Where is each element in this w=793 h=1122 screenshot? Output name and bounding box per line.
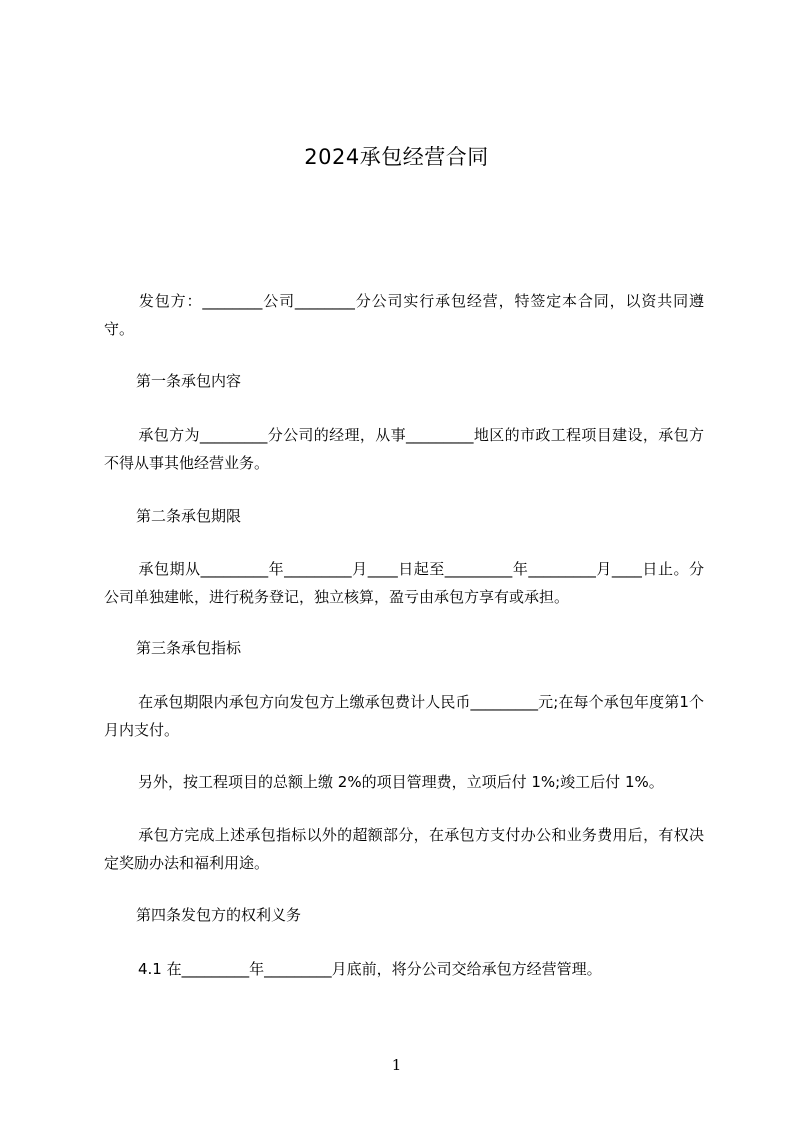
article-3-text-1: 在承包期限内承包方向发包方上缴承包费计人民币_________元;在每个承包年度第1个月内支付。 bbox=[104, 693, 704, 739]
article-2-body bbox=[104, 555, 704, 611]
article-1-heading: 第一条承包内容 bbox=[136, 372, 242, 390]
article-2-text: 承包期从_________年_________月____日起至_________年_________月____日止。分公司单独建帐，进行税务登记，独立核算，盈亏由承包方享有或承担。 bbox=[104, 560, 704, 606]
article-4-heading: 第四条发包方的权利义务 bbox=[136, 906, 302, 924]
article-4-item-1 bbox=[104, 955, 704, 983]
document-title: 2024承包经营合同 bbox=[304, 145, 489, 169]
article-4-item-1-text: 4.1 在_________年_________月底前，将分公司交给承包方经营管理。 bbox=[138, 960, 602, 978]
intro-paragraph bbox=[104, 287, 704, 343]
page-number: 1 bbox=[391, 1056, 402, 1074]
article-2-heading: 第二条承包期限 bbox=[136, 507, 242, 525]
article-1-body bbox=[104, 421, 704, 477]
article-3-text-3: 承包方完成上述承包指标以外的超额部分，在承包方支付办公和业务费用后，有权决定奖励办法和福利用途。 bbox=[104, 826, 704, 872]
article-1-text: 承包方为_________分公司的经理，从事_________地区的市政工程项目建设，承包方不得从事其他经营业务。 bbox=[104, 426, 704, 472]
intro-text: 发包方：________公司________分公司实行承包经营，特签定本合同，以资共同遵守。 bbox=[104, 292, 704, 338]
article-3-heading: 第三条承包指标 bbox=[136, 639, 242, 657]
article-3-body-1 bbox=[104, 688, 704, 744]
article-3-body-2 bbox=[104, 768, 704, 796]
article-3-body-3 bbox=[104, 821, 704, 877]
article-3-text-2: 另外，按工程项目的总额上缴 2%的项目管理费，立项后付 1%;竣工后付 1%。 bbox=[138, 773, 664, 791]
